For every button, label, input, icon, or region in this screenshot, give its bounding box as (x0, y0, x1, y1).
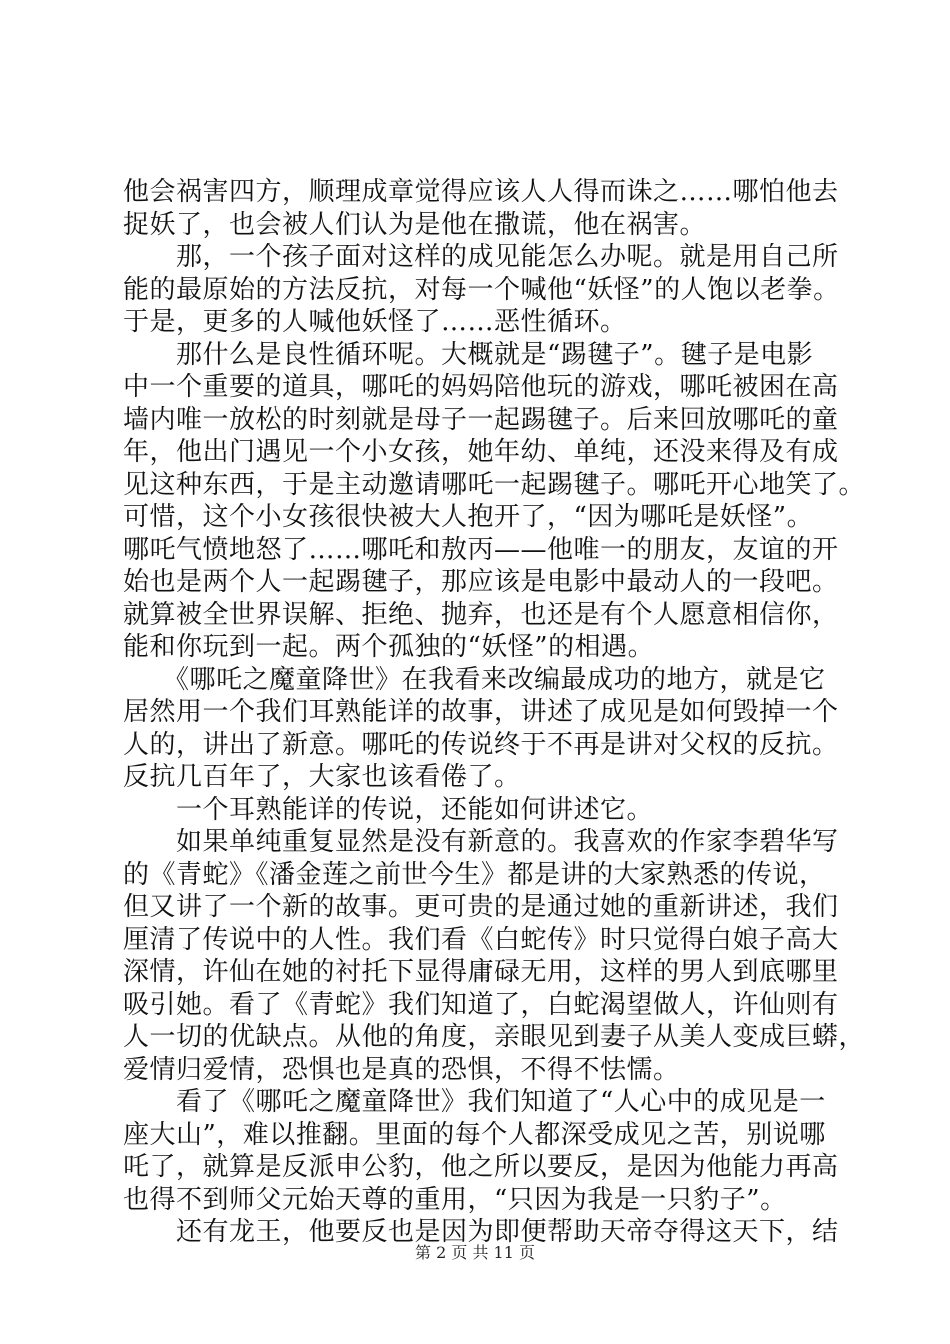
page-number: 第 2 页 共 11 页 (415, 1243, 535, 1262)
text-line: 那什么是良性循环呢。大概就是“踢毽子”。毽子是电影 (123, 339, 814, 370)
text-line: 但又讲了一个新的故事。更可贵的是通过她的重新讲述，我们 (123, 892, 839, 922)
text-line: 的《青蛇》《潘金莲之前世今生》都是讲的大家熟悉的传说， (123, 859, 826, 890)
text-line: 于是，更多的人喊他妖怪了……恶性循环。 (123, 307, 627, 337)
text-line: 如果单纯重复显然是没有新意的。我喜欢的作家李碧华写 (123, 827, 839, 857)
text-line: 中一个重要的道具，哪吒的妈妈陪他玩的游戏，哪吒被困在高 (123, 372, 839, 402)
page-footer (0, 1243, 950, 1263)
text-line: 还有龙王，他要反也是因为即便帮助天帝夺得这天下，结 (123, 1217, 839, 1247)
text-line: 见这种东西，于是主动邀请哪吒一起踢毽子。哪吒开心地笑了。 (123, 469, 866, 500)
text-line: 《哪吒之魔童降世》在我看来改编最成功的地方，就是它 (123, 664, 826, 695)
text-line: 吒了，就算是反派申公豹，他之所以要反，是因为他能力再高 (123, 1152, 839, 1182)
text-line: 看了《哪吒之魔童降世》我们知道了“人心中的成见是一 (123, 1087, 826, 1117)
text-line: 深情，许仙在她的衬托下显得庸碌无用，这样的男人到底哪里 (123, 957, 839, 987)
text-line: 哪吒气愤地怒了……哪吒和敖丙——他唯一的朋友，友谊的开 (123, 534, 839, 565)
text-line: 他会祸害四方，顺理成章觉得应该人人得而诛之……哪怕他去 (123, 177, 839, 207)
text-line: 能和你玩到一起。两个孤独的“妖怪”的相遇。 (123, 632, 655, 662)
text-line: 人一切的优缺点。从他的角度，亲眼见到妻子从美人变成巨蟒， (123, 1022, 866, 1052)
text-line: 吸引她。看了《青蛇》我们知道了，白蛇渴望做人，许仙则有 (123, 989, 839, 1020)
text-line: 人的，讲出了新意。哪吒的传说终于不再是讲对父权的反抗。 (123, 729, 839, 760)
text-line: 始也是两个人一起踢毽子，那应该是电影中最动人的一段吧。 (123, 567, 839, 597)
text-line: 墙内唯一放松的时刻就是母子一起踢毽子。后来回放哪吒的童 (123, 404, 839, 435)
text-line: 爱情归爱情，恐惧也是真的恐惧，不得不怯懦。 (123, 1054, 680, 1085)
text-line: 也得不到师父元始天尊的重用，“只因为我是一只豹子”。 (123, 1184, 787, 1215)
text-line: 居然用一个我们耳熟能详的故事，讲述了成见是如何毁掉一个 (123, 697, 839, 727)
text-line: 年，他出门遇见一个小女孩，她年幼、单纯，还没来得及有成 (123, 437, 839, 467)
text-line: 能的最原始的方法反抗，对每一个喊他“妖怪”的人饱以老拳。 (123, 274, 840, 305)
text-line: 厘清了传说中的人性。我们看《白蛇传》时只觉得白娘子高大 (123, 924, 839, 955)
text-line: 就算被全世界误解、拒绝、抛弃，也还是有个人愿意相信你， (123, 599, 839, 630)
text-line: 捉妖了，也会被人们认为是他在撒谎，他在祸害。 (123, 209, 707, 240)
text-line: 座大山”，难以推翻。里面的每个人都深受成见之苦，别说哪 (123, 1119, 826, 1150)
document-body (123, 176, 866, 1249)
text-line: 可惜，这个小女孩很快被大人抱开了，“因为哪吒是妖怪”。 (123, 502, 814, 532)
text-line: 反抗几百年了，大家也该看倦了。 (123, 762, 521, 792)
text-line: 那，一个孩子面对这样的成见能怎么办呢。就是用自己所 (123, 242, 839, 272)
text-line: 一个耳熟能详的传说，还能如何讲述它。 (123, 794, 654, 825)
